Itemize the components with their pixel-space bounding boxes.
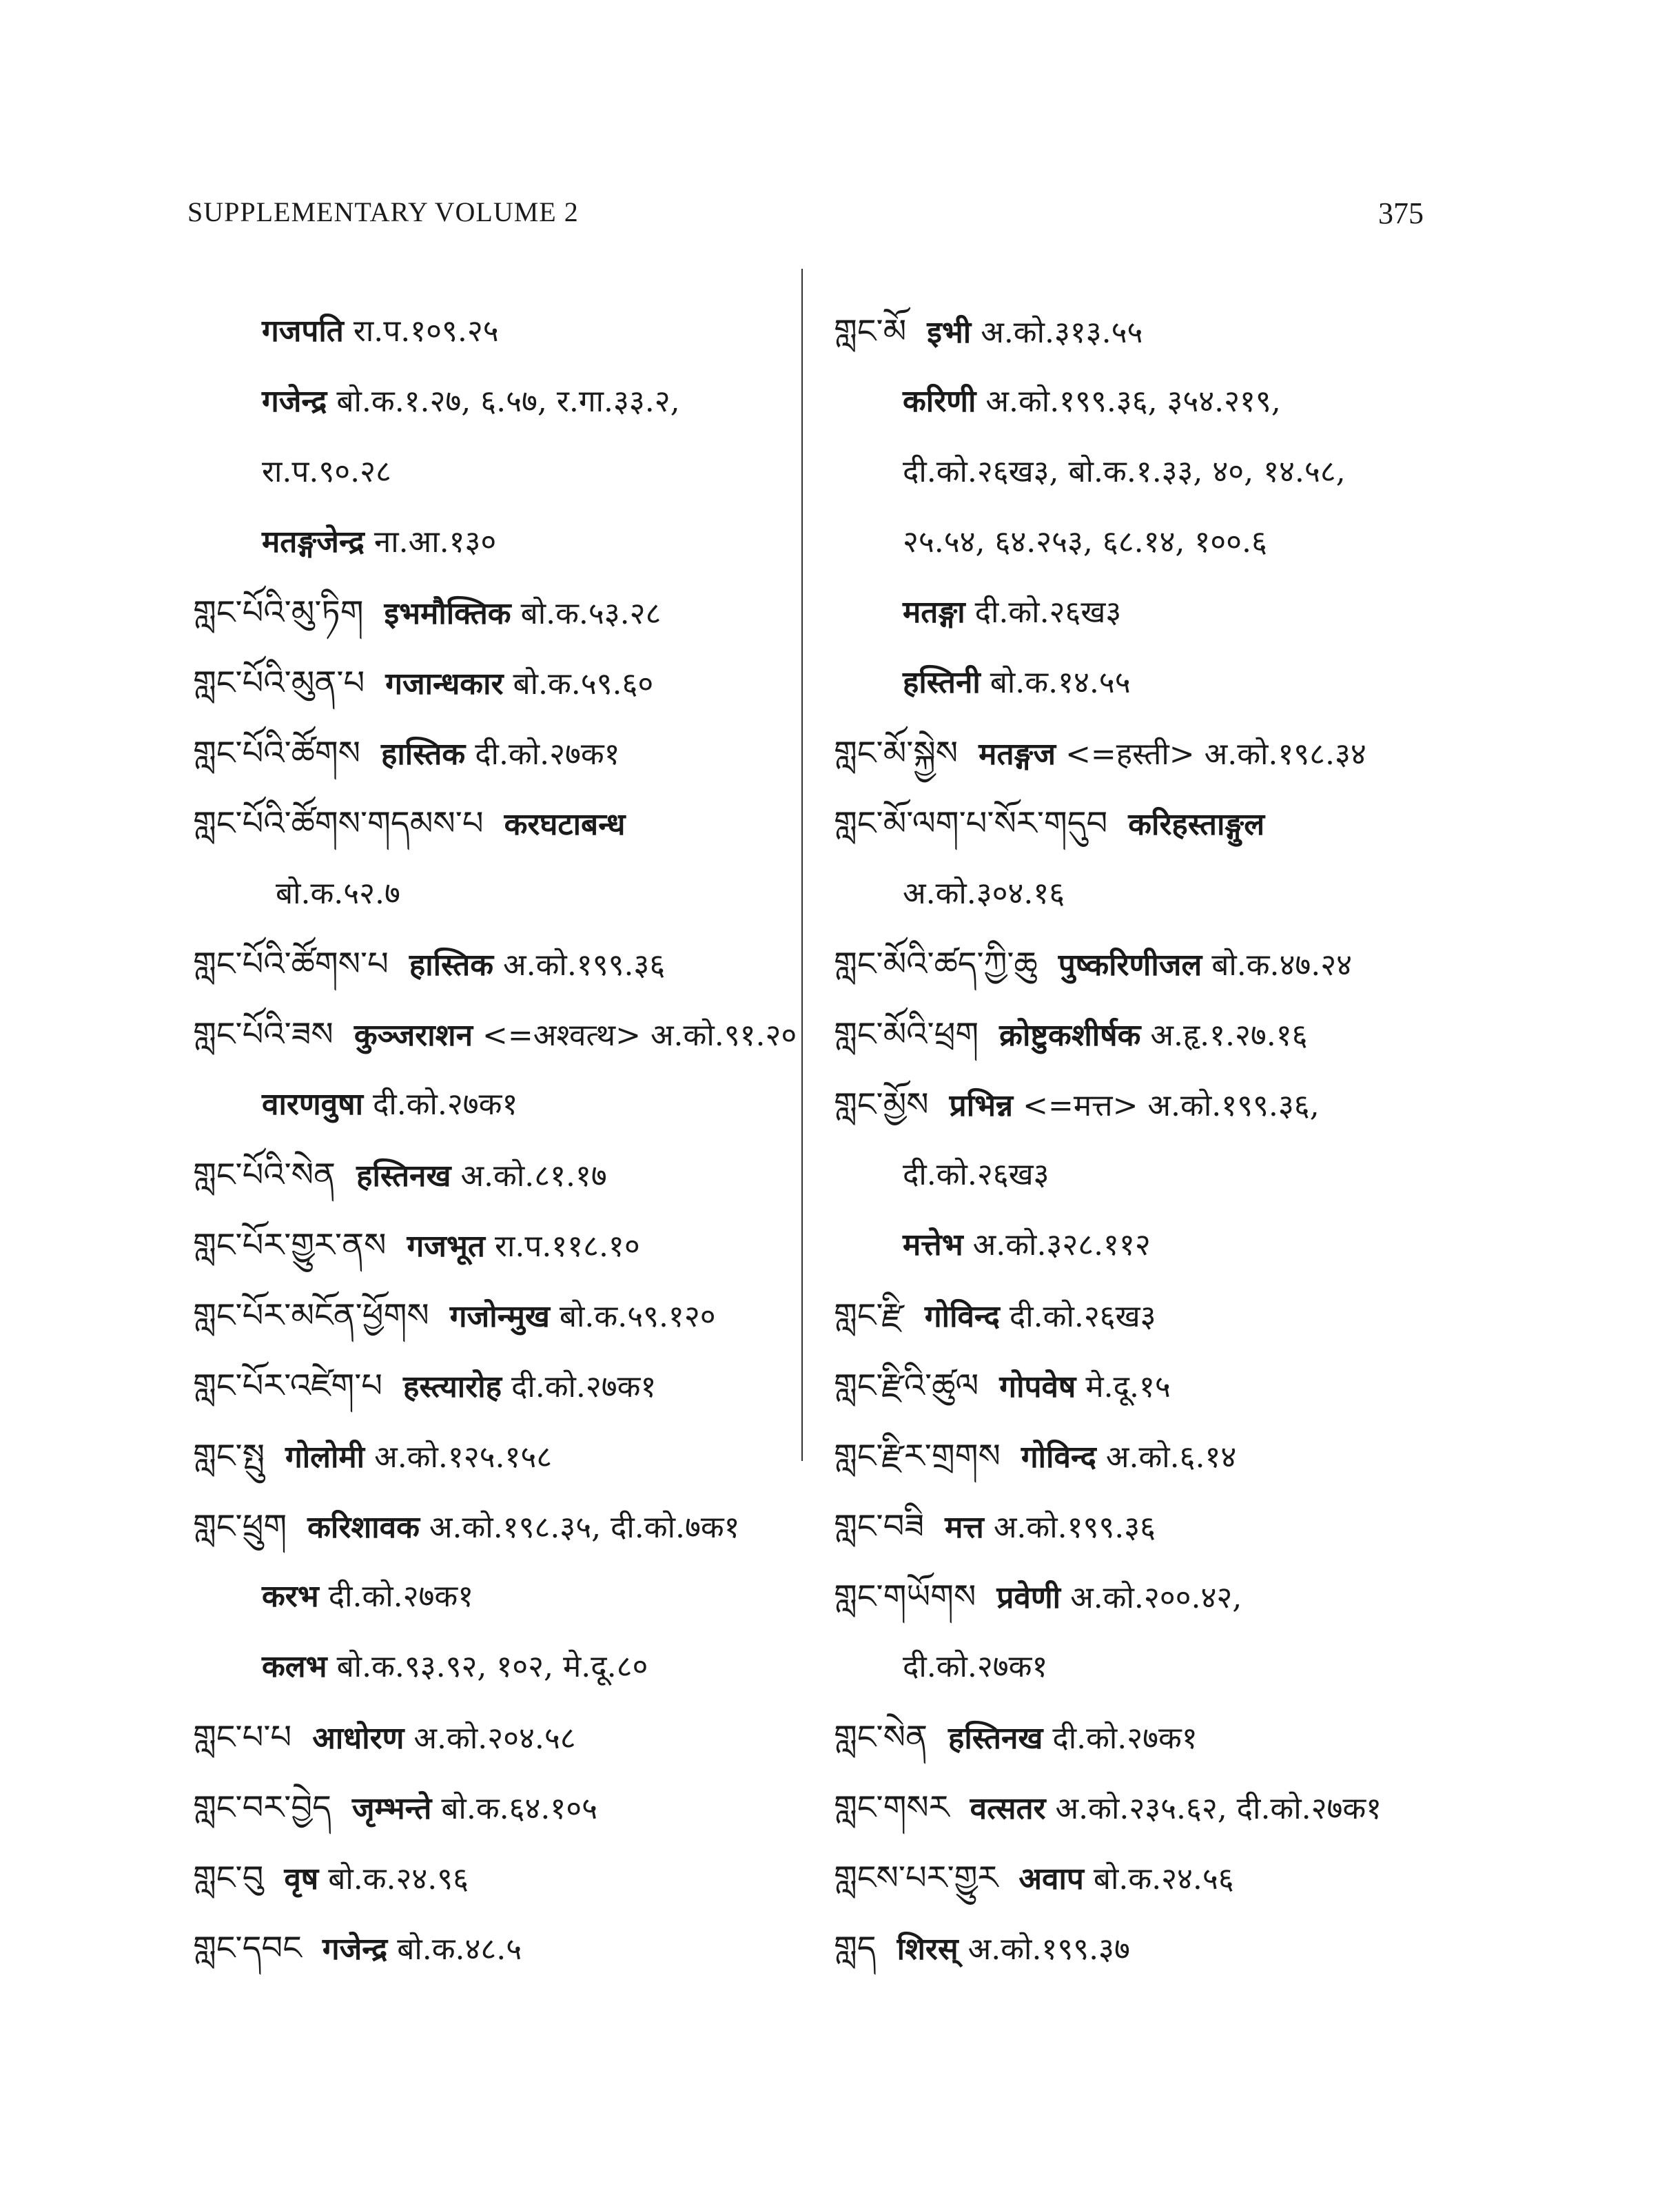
dictionary-entry: [834, 1491, 1495, 1562]
dictionary-entry: [834, 1913, 1495, 1983]
source-reference: दी.को.२६ख३, बो.क.१.३३, ४०, १४.५८,: [903, 454, 1346, 489]
dictionary-entry: [834, 999, 1495, 1070]
sanskrit-equivalent: हस्त्यारोह: [403, 1369, 502, 1404]
sanskrit-equivalent: मतङ्गज: [979, 737, 1056, 772]
tibetan-headword: གླང་དབང: [193, 1929, 302, 1968]
page-number: 375: [1378, 196, 1424, 230]
source-reference: दी.को.२७क१: [372, 1087, 518, 1122]
dictionary-entry: [193, 437, 813, 507]
sanskrit-equivalent: मतङ्गजेन्द्र: [262, 524, 365, 560]
dictionary-entry: [834, 1070, 1495, 1140]
dictionary-entry: [193, 1632, 813, 1702]
tibetan-headword: གླང་བཟི: [834, 1507, 925, 1546]
sanskrit-equivalent: गजेन्द्र: [322, 1932, 388, 1967]
tibetan-headword: གླང་མོ་སྐྱེས: [834, 734, 959, 773]
sanskrit-equivalent: हास्तिक: [381, 737, 466, 772]
dictionary-entry: [834, 1351, 1495, 1421]
dictionary-entry: [193, 1491, 813, 1562]
sanskrit-equivalent: गोविन्द: [1021, 1440, 1096, 1475]
tibetan-headword: གླང་བུ: [193, 1859, 264, 1897]
sanskrit-equivalent: गजान्धकार: [385, 666, 504, 702]
dictionary-entry: [834, 788, 1495, 859]
tibetan-headword: གླང་རྫིའི་ཚུལ: [834, 1367, 979, 1405]
source-reference: मे.दू.१५: [1085, 1369, 1171, 1404]
source-reference: दी.को.२७क१: [511, 1369, 657, 1404]
sanskrit-equivalent: गजभूत: [407, 1229, 485, 1264]
tibetan-headword: གླང་པ་པ: [193, 1718, 292, 1757]
dictionary-entry: [193, 1070, 813, 1140]
dictionary-entry: [193, 1843, 813, 1913]
tibetan-headword: གླང་པོའི་ཚོགས་པ: [193, 945, 389, 983]
sanskrit-equivalent: हस्तिनख: [356, 1158, 451, 1194]
source-reference: ना.आ.१३०: [373, 524, 497, 560]
source-reference: बो.क.१.२७, ६.५७, र.गा.३३.२,: [336, 384, 680, 419]
sanskrit-equivalent: पुष्करिणीजल: [1058, 948, 1202, 983]
dictionary-entry: [193, 1913, 813, 1983]
tibetan-headword: གླང་པོའི་ཚོགས་གདམས་པ: [193, 804, 484, 843]
dictionary-entry: [834, 1140, 1495, 1210]
dictionary-entry: [193, 296, 813, 367]
left-column: [193, 296, 813, 1983]
dictionary-entry: [193, 788, 813, 859]
running-header: SUPPLEMENTARY VOLUME 2: [187, 196, 579, 227]
sanskrit-equivalent: वारणवुषा: [262, 1087, 363, 1122]
sanskrit-equivalent: प्रभिन्न: [949, 1088, 1014, 1123]
sanskrit-equivalent: आधोरण: [312, 1721, 404, 1756]
dictionary-entry: [834, 929, 1495, 999]
source-reference: अ.को.३१३.५५: [981, 315, 1143, 350]
source-reference: दी.को.२७क१: [903, 1649, 1048, 1684]
source-reference: बो.क.२४.९६: [328, 1861, 469, 1897]
dictionary-entry: [834, 1843, 1495, 1913]
source-reference: अ.को.३२८.११२: [972, 1227, 1151, 1263]
source-reference: अ.को.१९९.३६, ३५४.२१९,: [985, 384, 1281, 419]
source-reference: बो.क.५३.२८: [520, 596, 662, 631]
dictionary-entry: [193, 367, 813, 437]
sanskrit-equivalent: अवाप: [1018, 1861, 1084, 1897]
dictionary-entry: [834, 859, 1495, 929]
source-reference: बो.क.४७.२४: [1211, 948, 1352, 983]
sanskrit-equivalent: कुञ्जराशन: [354, 1018, 473, 1053]
sanskrit-equivalent: करिशावक: [307, 1510, 420, 1545]
dictionary-entry: [834, 1210, 1495, 1280]
source-reference: अ.को.३०४.१६: [903, 876, 1065, 911]
dictionary-entry: [193, 1421, 813, 1491]
source-reference: दी.को.२७क१: [1052, 1721, 1198, 1756]
source-reference: <=मत्त> अ.को.१९९.३६,: [1023, 1088, 1320, 1123]
dictionary-entry: [193, 578, 813, 648]
tibetan-headword: གླང་མོ: [834, 312, 907, 351]
source-reference: <=अश्वत्थ> अ.को.९१.२०: [482, 1018, 797, 1053]
source-reference: अ.को.१२५.१५८: [374, 1440, 553, 1475]
tibetan-headword: གླང་གསར: [834, 1788, 950, 1827]
dictionary-entry: [193, 1280, 813, 1351]
tibetan-headword: གླང་སེན: [834, 1718, 928, 1757]
sanskrit-equivalent: हस्तिनी: [903, 665, 981, 700]
source-reference: बो.क.५९.६०: [513, 666, 654, 702]
sanskrit-equivalent: मत्त: [945, 1510, 984, 1545]
source-reference: दी.को.२६ख३: [1009, 1299, 1156, 1334]
dictionary-entry: [193, 1351, 813, 1421]
dictionary-entry: [834, 648, 1495, 718]
dictionary-entry: [834, 507, 1495, 578]
dictionary-entry: [834, 367, 1495, 437]
source-reference: बो.क.४८.५: [397, 1932, 522, 1967]
sanskrit-equivalent: गजोन्मुख: [449, 1299, 550, 1334]
source-reference: दी.को.२७क१: [328, 1579, 474, 1614]
sanskrit-equivalent: करघटाबन्ध: [504, 807, 626, 842]
dictionary-entry: [834, 1280, 1495, 1351]
sanskrit-equivalent: गोपवेष: [999, 1369, 1076, 1404]
sanskrit-equivalent: गजपति: [262, 314, 344, 349]
dictionary-entry: [193, 859, 813, 929]
dictionary-entry: [193, 1140, 813, 1210]
source-reference: अ.को.१९९.३७: [967, 1932, 1130, 1967]
sanskrit-equivalent: क्रोष्टुकशीर्षक: [999, 1018, 1141, 1053]
dictionary-entry: [834, 578, 1495, 648]
source-reference: अ.को.१९८.३५, दी.को.७क१: [429, 1510, 740, 1545]
dictionary-entry: [834, 296, 1495, 367]
dictionary-entry: [193, 999, 813, 1070]
column-divider: [801, 269, 803, 1461]
tibetan-headword: གླང་ཕྲུག: [193, 1507, 287, 1546]
sanskrit-equivalent: गोविन्द: [924, 1299, 1000, 1334]
tibetan-headword: གླང་རྫིར་གྲགས: [834, 1437, 1001, 1475]
tibetan-headword: གླང་གཡོགས: [834, 1577, 976, 1616]
sanskrit-equivalent: हास्तिक: [409, 948, 494, 983]
right-column: [834, 296, 1495, 1983]
dictionary-entry: [193, 1562, 813, 1632]
sanskrit-equivalent: करभ: [262, 1579, 319, 1614]
sanskrit-equivalent: इभी: [927, 315, 972, 350]
source-reference: अ.को.६.१४: [1105, 1440, 1237, 1475]
dictionary-entry: [193, 929, 813, 999]
sanskrit-equivalent: गजेन्द्र: [262, 384, 327, 419]
tibetan-headword: གླང་པོར་གྱུར་ནས: [193, 1226, 387, 1265]
sanskrit-equivalent: मतङ्गा: [903, 595, 965, 630]
dictionary-entry: [834, 1772, 1495, 1843]
tibetan-headword: གླང་པོར་མངོན་ཕྱོགས: [193, 1296, 429, 1335]
sanskrit-equivalent: जृम्भन्ते: [351, 1791, 432, 1826]
sanskrit-equivalent: प्रवेणी: [996, 1580, 1061, 1615]
tibetan-headword: གླང་སྤུ: [193, 1437, 265, 1475]
source-reference: रा.प.१०९.२५: [353, 314, 499, 349]
tibetan-headword: གླང་པོའི་མུ་ཏིག: [193, 593, 364, 632]
sanskrit-equivalent: गोलोमी: [285, 1440, 365, 1475]
dictionary-entry: [193, 718, 813, 788]
source-reference: अ.को.२३५.६२, दी.को.२७क१: [1055, 1791, 1382, 1826]
tibetan-headword: གླང་མྱོས: [834, 1085, 929, 1124]
tibetan-headword: གླང་མོའི་ཚད་ཀྱི་ཆུ: [834, 945, 1038, 983]
source-reference: बो.क.९३.९२, १०२, मे.दू.८०: [336, 1649, 648, 1684]
source-reference: अ.को.८१.१७: [460, 1158, 607, 1194]
source-reference: अ.को.१९९.३६: [993, 1510, 1156, 1545]
sanskrit-equivalent: करिणी: [903, 384, 976, 419]
sanskrit-equivalent: शिरस्: [897, 1932, 959, 1967]
source-reference: अ.हृ.१.२७.१६: [1150, 1018, 1308, 1053]
tibetan-headword: གླང་པོའི་ཚོགས: [193, 734, 361, 773]
dictionary-entry: [834, 1632, 1495, 1702]
source-reference: बो.क.५२.७: [276, 876, 400, 911]
dictionary-entry: [193, 1210, 813, 1280]
dictionary-entry: [834, 1562, 1495, 1632]
sanskrit-equivalent: वृष: [284, 1861, 319, 1897]
source-reference: <=हस्ती> अ.को.१९८.३४: [1065, 737, 1366, 772]
tibetan-headword: གླད: [834, 1929, 877, 1968]
source-reference: रा.प.११८.१०: [494, 1229, 640, 1264]
source-reference: २५.५४, ६४.२५३, ६८.१४, १००.६: [903, 524, 1267, 560]
source-reference: दी.को.२७क१: [475, 737, 620, 772]
dictionary-entry: [193, 507, 813, 578]
source-reference: बो.क.५९.१२०: [559, 1299, 716, 1334]
tibetan-headword: གླང་མོ་ལག་པ་སོར་གདུབ: [834, 804, 1108, 843]
source-reference: बो.क.२४.५६: [1093, 1861, 1234, 1897]
sanskrit-equivalent: इभमौक्तिक: [384, 596, 511, 631]
dictionary-entry: [193, 1702, 813, 1772]
dictionary-entry: [193, 1772, 813, 1843]
tibetan-headword: གླངས་པར་གྱུར: [834, 1859, 998, 1897]
source-reference: अ.को.२०४.५८: [413, 1721, 576, 1756]
sanskrit-equivalent: करिहस्ताङ्गुल: [1128, 807, 1265, 842]
tibetan-headword: གླང་རྫི: [834, 1296, 904, 1335]
source-reference: रा.प.९०.२८: [262, 454, 391, 489]
source-reference: दी.को.२६ख३: [974, 595, 1122, 630]
tibetan-headword: གླང་པོའི་སེན: [193, 1156, 336, 1194]
source-reference: बो.क.६४.१०५: [441, 1791, 597, 1826]
source-reference: अ.को.२००.४२,: [1070, 1580, 1242, 1615]
dictionary-entry: [834, 718, 1495, 788]
source-reference: दी.को.२६ख३: [903, 1157, 1049, 1192]
tibetan-headword: གླང་མོའི་ཕྲག: [834, 1015, 979, 1054]
dictionary-entry: [834, 1702, 1495, 1772]
tibetan-headword: གླང་པོར་འཛེག་པ: [193, 1367, 383, 1405]
dictionary-entry: [193, 648, 813, 718]
sanskrit-equivalent: वत्सतर: [970, 1791, 1046, 1826]
tibetan-headword: གླང་བར་བྱེད: [193, 1788, 331, 1827]
source-reference: बो.क.१४.५५: [990, 665, 1131, 700]
tibetan-headword: གླང་པོའི་མུན་པ: [193, 664, 365, 702]
sanskrit-equivalent: कलभ: [262, 1649, 327, 1684]
source-reference: अ.को.१९९.३६: [503, 948, 666, 983]
sanskrit-equivalent: मत्तेभ: [903, 1227, 963, 1263]
sanskrit-equivalent: हस्तिनख: [947, 1721, 1043, 1756]
dictionary-entry: [834, 437, 1495, 507]
tibetan-headword: གླང་པོའི་ཟས: [193, 1015, 334, 1054]
dictionary-entry: [834, 1421, 1495, 1491]
